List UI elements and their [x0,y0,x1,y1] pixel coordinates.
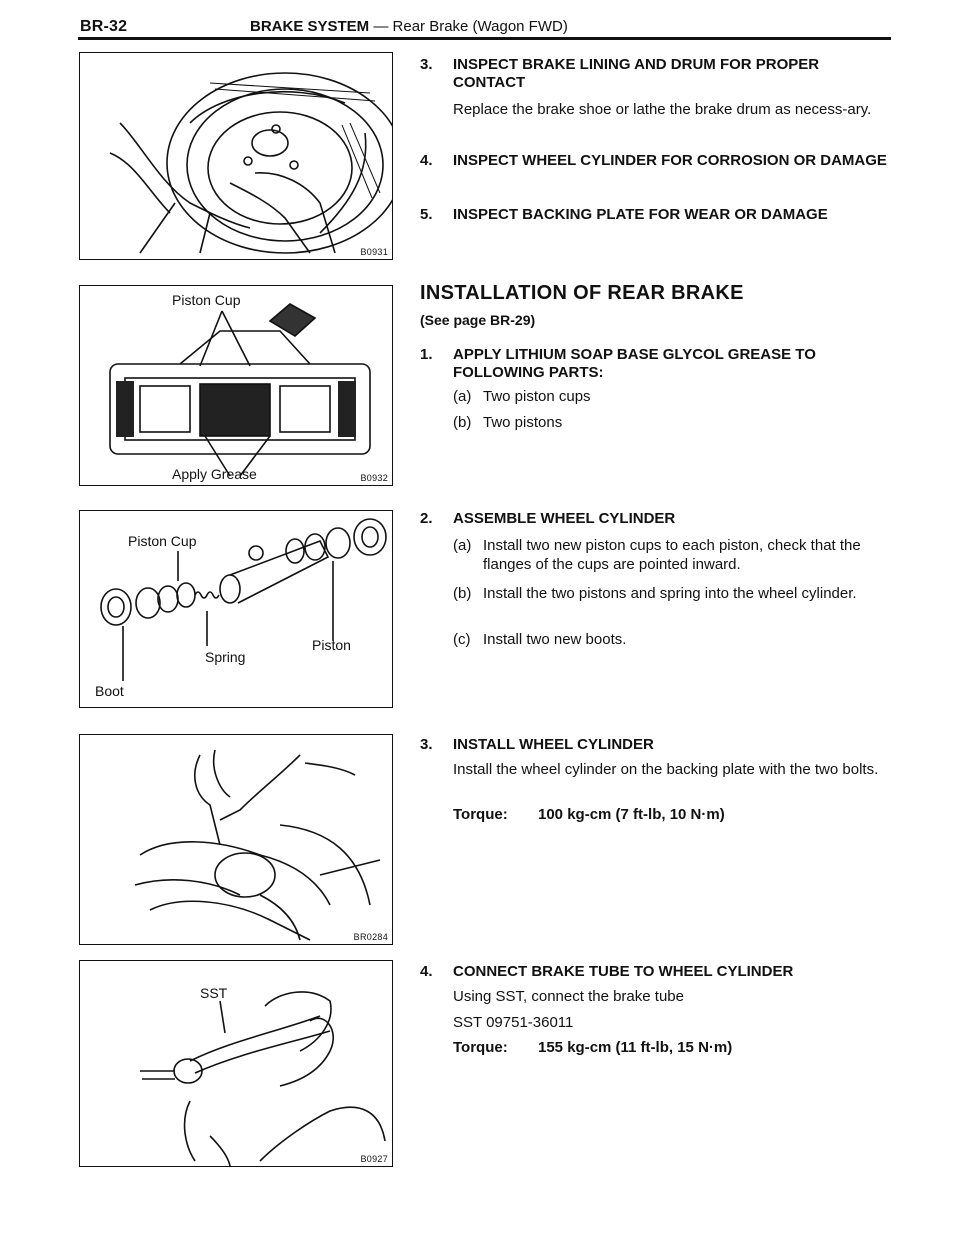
figure-install-cylinder [79,734,393,945]
step-number: 4. [420,963,433,980]
figure-code: B0927 [360,1154,388,1164]
torque-spec [453,806,725,823]
step-heading: APPLY LITHIUM SOAP BASE GLYCOL GREASE TO FOLLOWING PARTS: [453,346,816,381]
figure-code: B0931 [360,247,388,257]
install-step-2 [420,510,890,660]
exploded-parts-diagram [80,511,392,707]
sub-step [453,413,893,433]
section-title [250,18,568,35]
label-boot: Boot [95,683,124,699]
torque-value: 100 kg-cm (7 ft-lb, 10 N·m) [538,806,725,823]
sub-step-text: Install two new piston cups to each piston, check that the flanges of the cups are pointed inward. [483,537,861,573]
header-rule [78,37,891,40]
step-number: 3. [420,736,433,753]
step-heading: INSTALL WHEEL CYLINDER [453,736,654,753]
step-text: Using SST, connect the brake tube [453,988,684,1005]
label-piston-cup: Piston Cup [172,292,241,308]
sst-illustration [80,961,392,1166]
sub-step-label: (b) [453,414,472,431]
section-heading: INSTALLATION OF REAR BRAKE [420,282,744,304]
torque-spec [453,1039,733,1056]
figure-code: BR0284 [353,932,388,942]
sub-step-label: (b) [453,585,472,602]
figure-drum-inspection [79,52,393,260]
wheel-cylinder-section [80,286,392,485]
torque-label: Torque: [453,806,508,823]
step-number: 2. [420,510,433,527]
sub-step-label: (a) [453,537,472,554]
inspect-step-3 [420,56,890,136]
label-apply-grease: Apply Grease [172,466,257,482]
label-piston-cup: Piston Cup [128,533,197,549]
label-spring: Spring [205,649,246,665]
install-step-3 [420,736,890,836]
step-heading: ASSEMBLE WHEEL CYLINDER [453,510,676,527]
drum-illustration [80,53,392,259]
figure-grease-application [79,285,393,486]
step-text: Install the wheel cylinder on the backing plate with the two bolts. [453,761,879,778]
sub-step [453,630,893,650]
sub-step-text: Install two new boots. [483,631,627,648]
sub-step-text: Two pistons [483,414,563,431]
inspect-step-5 [420,206,890,228]
sub-step-text: Two piston cups [483,388,591,405]
figure-wheel-cylinder-parts [79,510,393,708]
installation-illustration [80,735,392,944]
page-reference: (See page BR-29) [420,312,536,328]
sub-step-text: Install the two pistons and spring into the wheel cylinder. [483,585,857,602]
figure-code: B0932 [360,473,388,483]
step-heading: INSPECT WHEEL CYLINDER FOR CORROSION OR DAMAGE [453,152,887,169]
install-step-4 [420,963,890,1073]
step-text: Replace the brake shoe or lathe the brake drum as necess-ary. [453,101,872,118]
step-number: 5. [420,206,433,223]
sub-step-label: (c) [453,631,471,648]
torque-value: 155 kg-cm (11 ft-lb, 15 N·m) [538,1039,733,1056]
label-piston: Piston [312,637,351,653]
sst-number: SST 09751-36011 [453,1014,574,1031]
step-heading: CONNECT BRAKE TUBE TO WHEEL CYLINDER [453,963,794,980]
sub-step [453,387,893,407]
step-heading: INSPECT BRAKE LINING AND DRUM FOR PROPER CONTACT [453,56,820,91]
step-number: 1. [420,346,433,363]
sub-step [453,536,893,576]
install-step-1 [420,346,890,436]
subsection-name: — Rear Brake (Wagon FWD) [369,18,568,35]
sub-step-label: (a) [453,388,472,405]
section-name: BRAKE SYSTEM [250,18,370,35]
step-number: 3. [420,56,433,73]
page-header [80,18,890,36]
figure-brake-tube-sst [79,960,393,1167]
page-code: BR-32 [80,18,128,35]
torque-label: Torque: [453,1039,508,1056]
inspect-step-4 [420,152,890,192]
installation-header [420,282,890,342]
sub-step [453,584,893,624]
step-heading: INSPECT BACKING PLATE FOR WEAR OR DAMAGE [453,206,828,223]
label-sst: SST [200,985,228,1001]
step-number: 4. [420,152,433,169]
